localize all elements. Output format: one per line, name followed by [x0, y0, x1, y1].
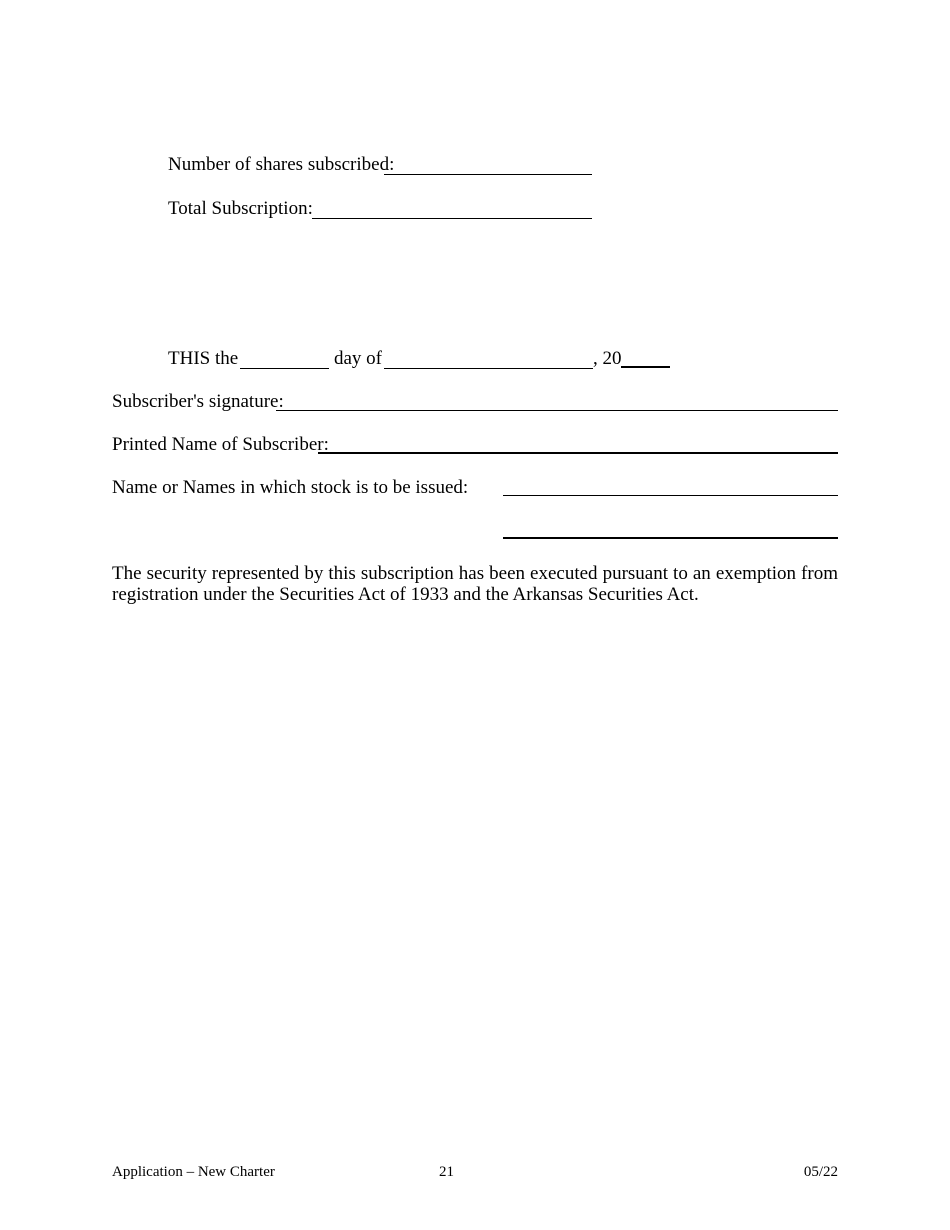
- date-year-prefix: , 20: [593, 348, 622, 369]
- date-this-label: THIS the: [168, 348, 239, 369]
- shares-subscribed-field[interactable]: [384, 174, 592, 175]
- footer-page-number: 21: [439, 1164, 454, 1180]
- date-month-field[interactable]: [384, 368, 593, 369]
- stock-names-label: Name or Names in which stock is to be issued:: [112, 477, 469, 498]
- printed-name-label: Printed Name of Subscriber:: [112, 434, 329, 455]
- date-day-field[interactable]: [240, 368, 329, 369]
- signature-label: Subscriber's signature:: [112, 391, 284, 412]
- stock-names-field-1[interactable]: [503, 495, 838, 496]
- signature-field[interactable]: [276, 410, 838, 411]
- exemption-notice: The security represented by this subscription has been executed pursuant to an exemption from registration under the Securities Act of 1933 and the Arkansas Securities Act.: [112, 563, 838, 605]
- footer-revision-date: 05/22: [803, 1164, 838, 1180]
- shares-subscribed-label: Number of shares subscribed:: [168, 154, 395, 175]
- footer-document-title: Application – New Charter: [112, 1164, 275, 1180]
- total-subscription-field[interactable]: [312, 218, 592, 219]
- stock-names-field-2[interactable]: [503, 537, 838, 539]
- date-year-field[interactable]: [621, 366, 670, 368]
- printed-name-field[interactable]: [318, 452, 838, 454]
- total-subscription-label: Total Subscription:: [168, 198, 313, 219]
- date-day-of-label: day of: [334, 348, 383, 369]
